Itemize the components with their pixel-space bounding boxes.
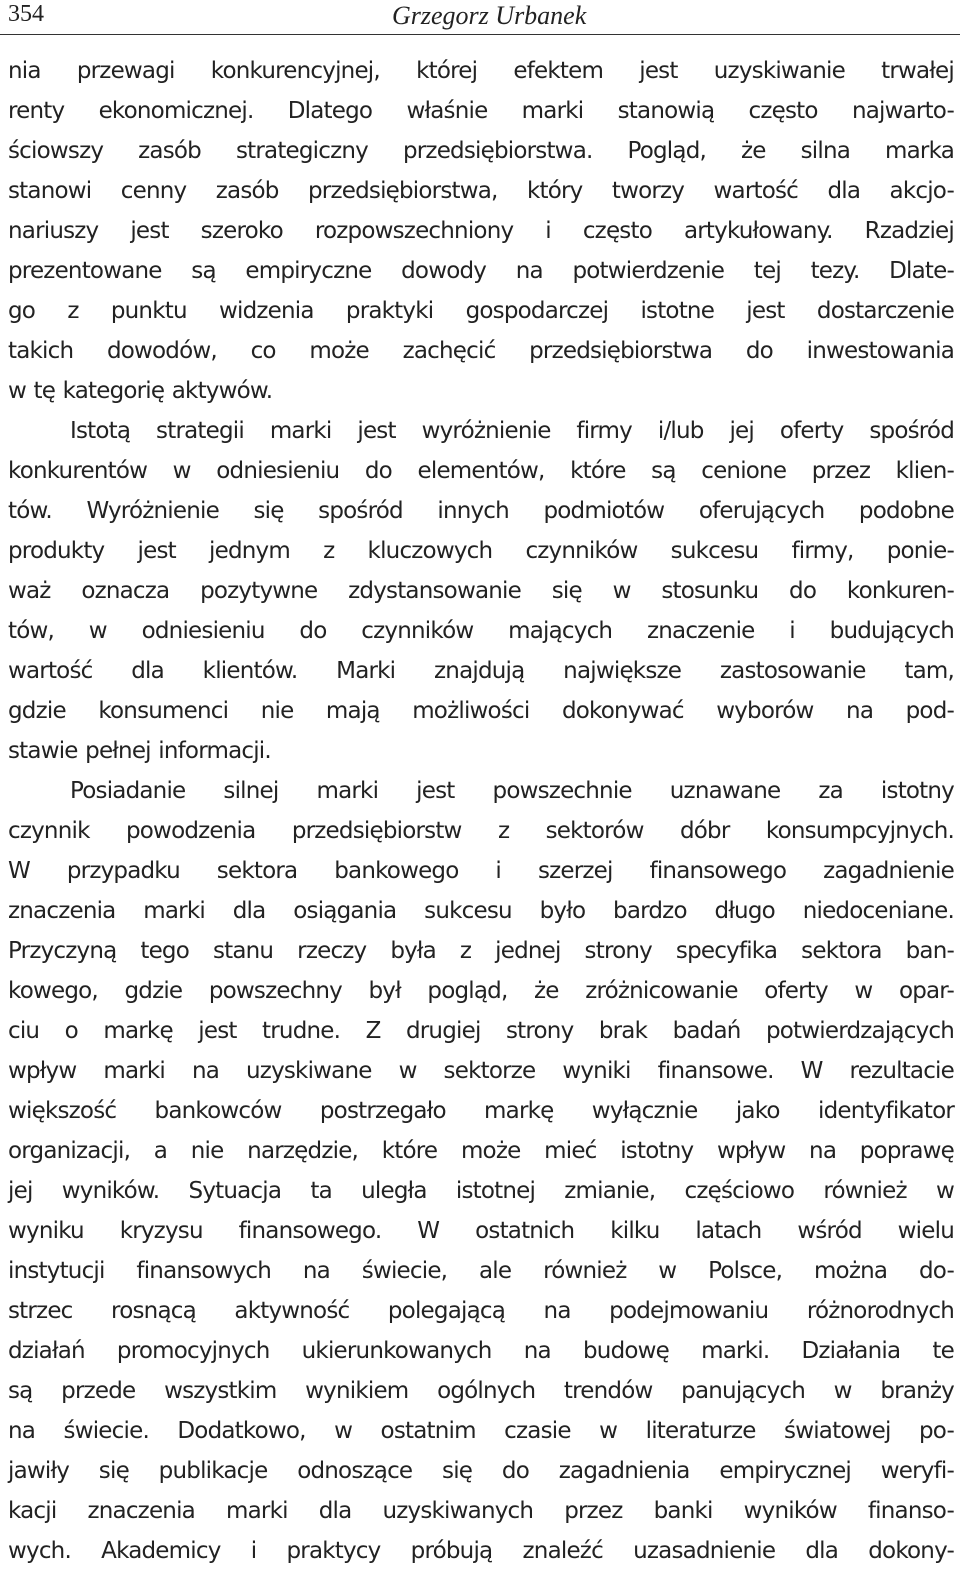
text-line: Posiadanie silnej marki jest powszechnie uznawane za istotny	[70, 778, 954, 804]
text-line: w tę kategorię aktywów.	[8, 378, 273, 404]
text-line: tów. Wyróżnienie się spośród innych podmiotów oferujących podobne	[8, 498, 954, 524]
text-line: tów, w odniesieniu do czynników mających znaczenie i budujących	[8, 618, 954, 644]
running-header	[0, 0, 960, 35]
text-line: czynnik powodzenia przedsiębiorstw z sektorów dóbr konsumpcyjnych.	[8, 818, 954, 844]
text-line: kowego, gdzie powszechny był pogląd, że zróżnicowanie oferty w opar-	[8, 978, 954, 1004]
text-line: instytucji finansowych na świecie, ale również w Polsce, można do-	[8, 1258, 954, 1284]
text-line: nia przewagi konkurencyjnej, której efektem jest uzyskiwanie trwałej	[8, 58, 954, 84]
text-line: kacji znaczenia marki dla uzyskiwanych przez banki wyników finanso-	[8, 1498, 954, 1524]
text-line: prezentowane są empiryczne dowody na potwierdzenie tej tezy. Dlate-	[8, 258, 954, 284]
body-text	[8, 51, 954, 1571]
text-line: jej wyników. Sytuacja ta uległa istotnej zmianie, częściowo również w	[8, 1178, 954, 1204]
text-line: na świecie. Dodatkowo, w ostatnim czasie w literaturze światowej po-	[8, 1418, 954, 1444]
paragraph	[8, 771, 954, 1571]
text-line: Istotą strategii marki jest wyróżnienie firmy i/lub jej oferty spośród	[70, 418, 954, 444]
text-line: renty ekonomicznej. Dlatego właśnie marki stanowią często najwarto-	[8, 98, 954, 124]
text-line: organizacji, a nie narzędzie, które może mieć istotny wpływ na poprawę	[8, 1138, 954, 1164]
running-head-author: Grzegorz Urbanek	[392, 1, 587, 30]
text-line: wartość dla klientów. Marki znajdują największe zastosowanie tam,	[8, 658, 954, 684]
text-line: są przede wszystkim wynikiem ogólnych trendów panujących w branży	[8, 1378, 954, 1404]
text-line: większość bankowców postrzegało markę wyłącznie jako identyfikator	[8, 1098, 954, 1124]
text-line: stawie pełnej informacji.	[8, 738, 271, 764]
paragraph	[8, 51, 954, 411]
paragraph	[8, 411, 954, 771]
text-line: nariuszy jest szeroko rozpowszechniony i często artykułowany. Rzadziej	[8, 218, 954, 244]
text-line: Przyczyną tego stanu rzeczy była z jednej strony specyfika sektora ban-	[8, 938, 954, 964]
page-number: 354	[8, 1, 44, 27]
text-line: jawiły się publikacje odnoszące się do zagadnienia empirycznej weryfi-	[8, 1458, 954, 1484]
text-line: wyniku kryzysu finansowego. W ostatnich kilku latach wśród wielu	[8, 1218, 954, 1244]
text-line: konkurentów w odniesieniu do elementów, które są cenione przez klien-	[8, 458, 954, 484]
text-line: produkty jest jednym z kluczowych czynników sukcesu firmy, ponie-	[8, 538, 954, 564]
text-line: znaczenia marki dla osiągania sukcesu było bardzo długo niedoceniane.	[8, 898, 954, 924]
text-line: takich dowodów, co może zachęcić przedsiębiorstwa do inwestowania	[8, 338, 954, 364]
text-line: waż oznacza pozytywne zdystansowanie się w stosunku do konkuren-	[8, 578, 954, 604]
text-line: ściowszy zasób strategiczny przedsiębiorstwa. Pogląd, że silna marka	[8, 138, 954, 164]
text-line: działań promocyjnych ukierunkowanych na budowę marki. Działania te	[8, 1338, 954, 1364]
text-line: W przypadku sektora bankowego i szerzej finansowego zagadnienie	[8, 858, 954, 884]
text-line: ciu o markę jest trudne. Z drugiej strony brak badań potwierdzających	[8, 1018, 954, 1044]
text-line: wpływ marki na uzyskiwane w sektorze wyniki finansowe. W rezultacie	[8, 1058, 954, 1084]
text-line: go z punktu widzenia praktyki gospodarczej istotne jest dostarczenie	[8, 298, 954, 324]
text-line: stanowi cenny zasób przedsiębiorstwa, który tworzy wartość dla akcjo-	[8, 178, 954, 204]
text-line: gdzie konsumenci nie mają możliwości dokonywać wyborów na pod-	[8, 698, 954, 724]
text-line: strzec rosnącą aktywność polegającą na podejmowaniu różnorodnych	[8, 1298, 954, 1324]
text-line: wych. Akademicy i praktycy próbują znaleźć uzasadnienie dla dokony-	[8, 1538, 954, 1564]
